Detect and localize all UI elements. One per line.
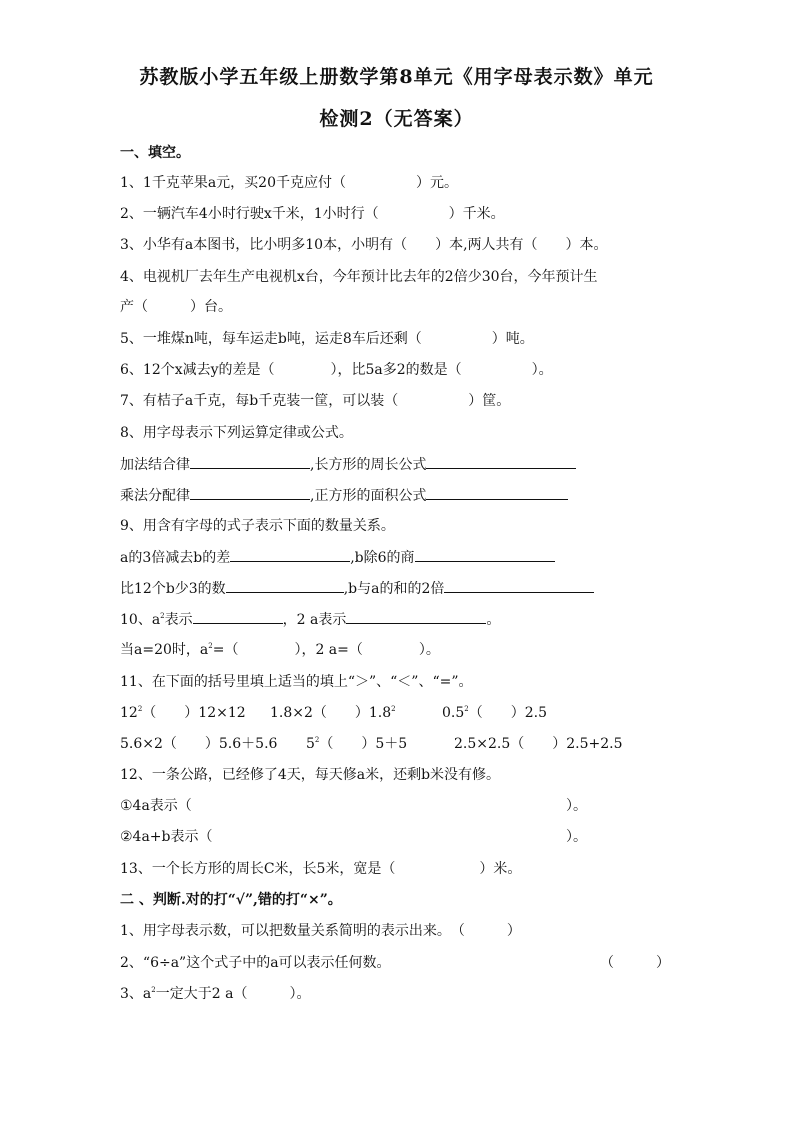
- question-2: 2、一辆汽车4小时行驶x千米，1小时行（ ）千米。: [120, 206, 505, 222]
- question-10-row1: [120, 610, 500, 629]
- label-text: 一定大于2 a（ ）。: [155, 986, 311, 1002]
- question-8: 8、用字母表示下列运算定律或公式。: [120, 425, 353, 441]
- question-5: 5、一堆煤n吨，每车运走b吨，运走8车后还剩（ ）吨。: [120, 331, 534, 347]
- label-multiplication-distributive: 乘法分配律: [120, 488, 190, 504]
- answer-blank[interactable]: [193, 610, 283, 624]
- label-addition-associative: 加法结合律: [120, 457, 190, 473]
- question-4-line2: 产（ ）台。: [120, 299, 232, 315]
- label-text: 。: [486, 612, 501, 628]
- superscript: 2: [208, 642, 213, 650]
- question-9-row1: [120, 548, 555, 567]
- label-text: ,b除6的商: [350, 550, 415, 566]
- compare-item: $5^2$（ ）5＋5: [306, 736, 408, 752]
- question-13: 13、一个长方形的周长C米，长5米，宽是（ ）米。: [120, 861, 522, 877]
- answer-blank[interactable]: [415, 548, 555, 562]
- answer-blank[interactable]: [346, 610, 486, 624]
- superscript: 2: [151, 986, 156, 994]
- answer-blank[interactable]: [230, 548, 350, 562]
- label-text: ①4a表示（: [120, 798, 192, 814]
- compare-item: $0.5^2$（ ）2.5: [442, 705, 547, 721]
- question-12-row2: [120, 828, 600, 846]
- label-text: 3、a: [120, 986, 152, 1002]
- label-square-area: ,正方形的面积公式: [310, 488, 427, 504]
- label-text: a的3倍减去b的差: [120, 550, 231, 566]
- doc-title-line2: 检测2（无答案）: [319, 108, 474, 130]
- label-text: ，2 a表示: [282, 612, 347, 628]
- compare-item: $12^2$（ ）12×12: [120, 705, 246, 721]
- answer-blank[interactable]: [190, 486, 310, 500]
- compare-item: 2.5×2.5（ ）2.5+2.5: [454, 736, 623, 752]
- doc-title-line1: 苏教版小学五年级上册数学第8单元《用字母表示数》单元: [139, 66, 654, 88]
- label-text: ,b与a的和的2倍: [343, 581, 445, 597]
- question-12-row1: [120, 797, 600, 815]
- label-text: 表示: [164, 612, 193, 628]
- question-11: 11、在下面的括号里填上适当的填上“＞”、“＜”、“=”。: [120, 674, 473, 690]
- compare-item: 1.8×2（ ）$1.8^2$: [270, 705, 396, 721]
- label-text: 2、“6÷a”这个式子中的a可以表示任何数。: [120, 955, 391, 971]
- question-9: 9、用含有字母的式子表示下面的数量关系。: [120, 518, 395, 534]
- answer-blank[interactable]: [426, 455, 576, 469]
- question-7: 7、有桔子a千克，每b千克装一筐，可以装（ ）筐。: [120, 393, 511, 409]
- superscript: 2: [160, 612, 165, 620]
- judge-1: 1、用字母表示数，可以把数量关系简明的表示出来。 （ ）: [120, 923, 521, 939]
- label-text: 10、a: [120, 612, 161, 628]
- answer-blank[interactable]: [444, 579, 594, 593]
- label-rectangle-perimeter: ,长方形的周长公式: [310, 457, 427, 473]
- answer-paren: （ ）: [600, 955, 670, 971]
- answer-blank[interactable]: [226, 579, 344, 593]
- label-text: 比12个b少3的数: [120, 581, 226, 597]
- label-text: 当a=20时，a: [120, 642, 209, 658]
- question-9-row2: [120, 579, 594, 598]
- question-6: 6、12个x减去y的差是（ ），比5a多2的数是（ ）。: [120, 362, 553, 378]
- question-12: 12、一条公路，已经修了4天，每天修a米，还剩b米没有修。: [120, 767, 501, 783]
- judge-3: [120, 985, 310, 1003]
- answer-blank[interactable]: [426, 486, 568, 500]
- label-text: ②4a+b表示（: [120, 829, 213, 845]
- question-8-row2: [120, 486, 568, 505]
- section-fill-blank: 一、填空。: [120, 145, 190, 161]
- judge-2: [120, 954, 670, 972]
- section-judge: 二 、判断.对的打“√”,错的打“×”。: [120, 892, 342, 908]
- question-10-row2: [120, 641, 440, 659]
- question-8-row1: [120, 455, 576, 474]
- question-1: 1、1千克苹果a元，买20千克应付（ ）元。: [120, 175, 458, 191]
- label-text: ）。: [566, 829, 587, 845]
- question-3: 3、小华有a本图书，比小明多10本，小明有（ ）本,两人共有（ ）本。: [120, 237, 608, 253]
- compare-item: 5.6×2（ ）5.6＋5.6: [120, 736, 278, 752]
- label-text: =（ ），2 a=（ ）。: [212, 642, 440, 658]
- question-4-line1: 4、电视机厂去年生产电视机x台，今年预计比去年的2倍少30台，今年预计生: [120, 269, 598, 285]
- answer-blank[interactable]: [190, 455, 310, 469]
- label-text: ）。: [566, 798, 587, 814]
